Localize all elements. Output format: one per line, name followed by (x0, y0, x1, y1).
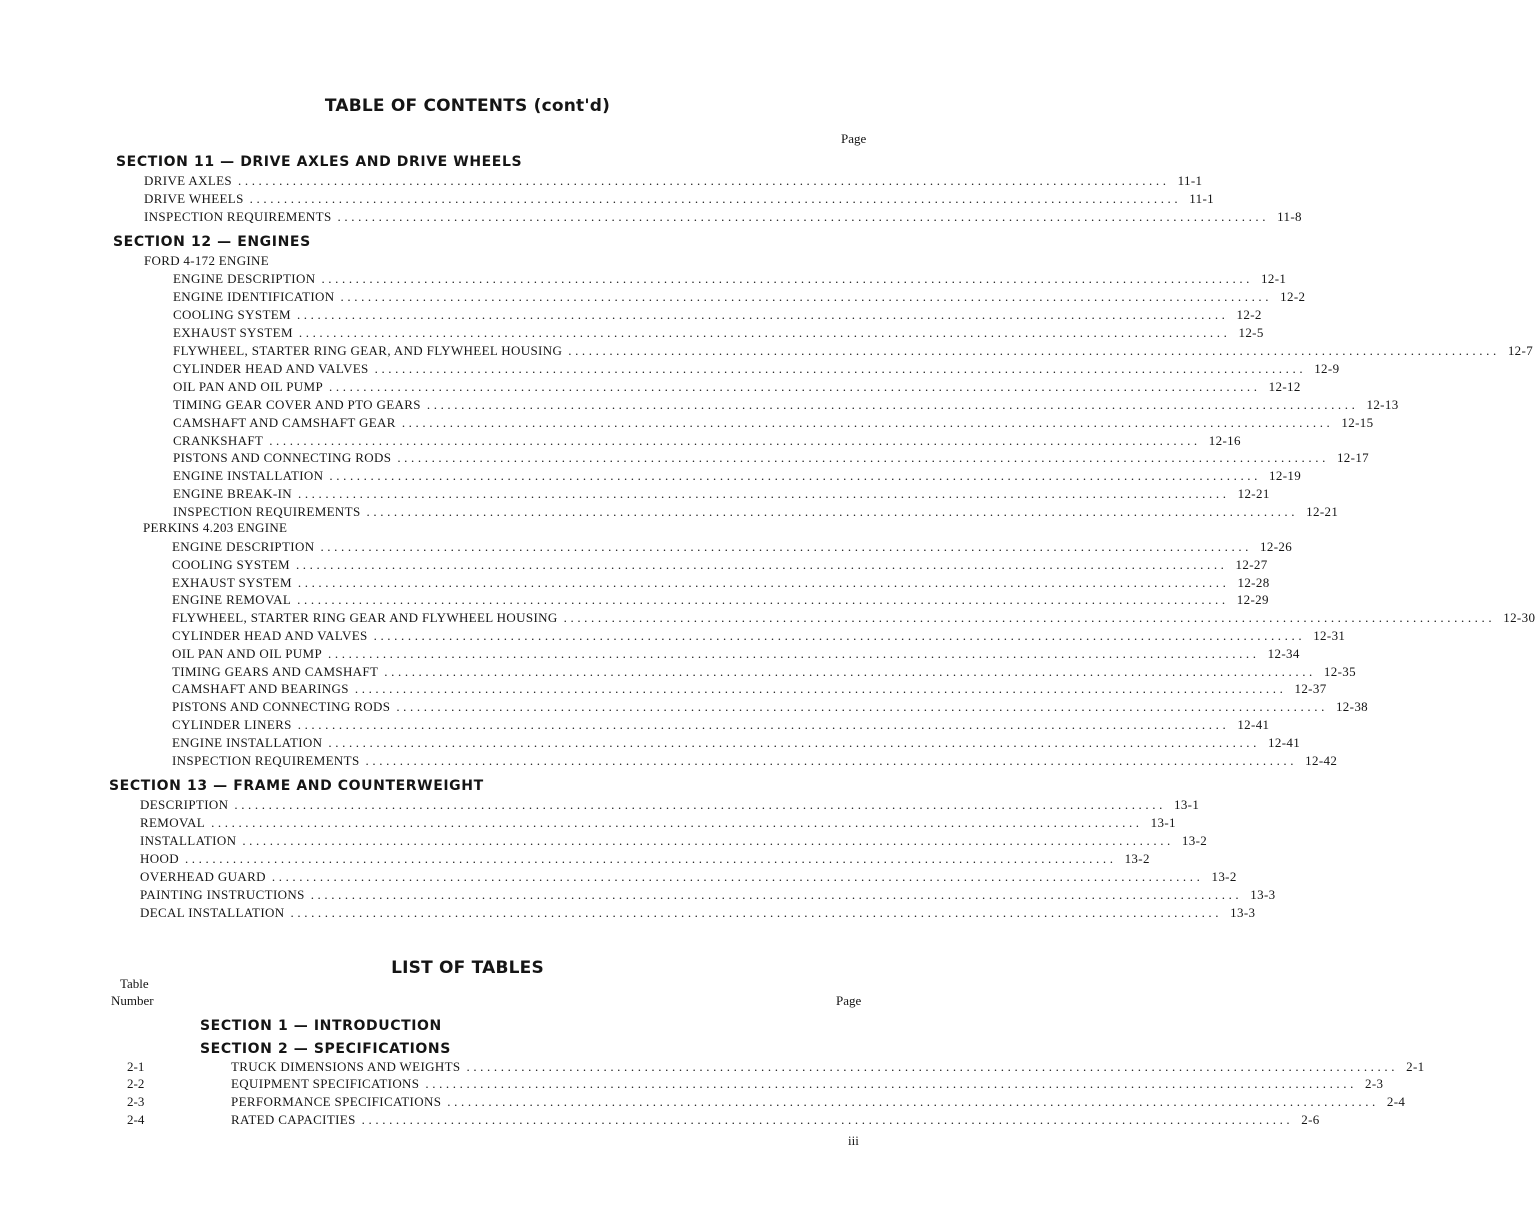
dot-leader: ........................................................................................................................................ (249, 191, 1182, 206)
entry-title: INSPECTION REQUIREMENTS (172, 753, 360, 768)
toc-entry[interactable] (140, 869, 1237, 887)
entry-title: PAINTING INSTRUCTIONS (140, 887, 305, 902)
entry-title: ENGINE REMOVAL (172, 592, 292, 607)
entry-title: ENGINE DESCRIPTION (172, 539, 315, 554)
entry-page: 2-6 (1301, 1112, 1320, 1127)
dot-leader: ........................................................................................................................................ (354, 681, 1287, 696)
dot-leader: ........................................................................................................................................ (297, 717, 1230, 732)
dot-leader: ........................................................................................................................................ (297, 575, 1230, 590)
entry-title: ENGINE BREAK-IN (173, 486, 292, 501)
entry-page: 13-1 (1150, 815, 1176, 830)
tables-section-1-heading: SECTION 1 — INTRODUCTION (200, 1018, 442, 1034)
dot-leader: ........................................................................................................................................ (401, 415, 1334, 430)
dot-leader: ........................................................................................................................................ (310, 887, 1243, 902)
entry-page: 13-2 (1124, 851, 1150, 866)
dot-leader: ........................................................................................................................................ (211, 815, 1143, 830)
table-number: 2-3 (127, 1094, 145, 1109)
entry-title: CRANKSHAFT (173, 433, 264, 448)
dot-leader: ........................................................................................................................................ (396, 699, 1328, 714)
dot-leader: ........................................................................................................................................ (365, 753, 1298, 768)
toc-entry[interactable] (173, 433, 1241, 451)
toc-entry[interactable] (173, 307, 1262, 325)
entry-title: RATED CAPACITIES (231, 1112, 356, 1127)
table-number: 2-2 (127, 1076, 145, 1091)
section-11-heading: SECTION 11 — DRIVE AXLES AND DRIVE WHEELS (116, 154, 523, 170)
dot-leader: ........................................................................................................................................ (320, 539, 1253, 554)
table-entry[interactable] (231, 1094, 1406, 1112)
table-number-label-line1: Table (120, 976, 149, 991)
section-13-heading: SECTION 13 — FRAME AND COUNTERWEIGHT (109, 778, 484, 794)
entry-page: 13-2 (1211, 869, 1237, 884)
dot-leader: ........................................................................................................................................ (242, 833, 1174, 848)
dot-leader: ........................................................................................................................................ (269, 433, 1201, 448)
entry-page: 11-8 (1277, 209, 1302, 224)
entry-page: 12-21 (1237, 486, 1270, 501)
table-number-label-line2: Number (111, 993, 154, 1008)
table-entry[interactable] (231, 1059, 1425, 1077)
dot-leader: ........................................................................................................................................ (328, 735, 1260, 750)
entry-page: 11-1 (1177, 173, 1203, 188)
toc-entry[interactable] (173, 289, 1306, 307)
entry-page: 12-27 (1235, 557, 1268, 572)
entry-title: TIMING GEAR COVER AND PTO GEARS (173, 397, 421, 412)
toc-entry[interactable] (140, 851, 1150, 869)
entry-page: 12-7 (1507, 343, 1534, 358)
dot-leader: ........................................................................................................................................ (234, 797, 1166, 812)
dot-leader: ........................................................................................................................................ (297, 486, 1230, 501)
section-12-heading: SECTION 12 — ENGINES (113, 234, 311, 250)
dot-leader: ........................................................................................................................................ (397, 450, 1329, 465)
toc-entry[interactable] (173, 397, 1399, 415)
dot-leader: ........................................................................................................................................ (373, 628, 1306, 643)
toc-entry[interactable] (172, 735, 1301, 753)
dot-leader: ........................................................................................................................................ (290, 905, 1223, 920)
dot-leader: ........................................................................................................................................ (298, 325, 1231, 340)
dot-leader: ........................................................................................................................................ (321, 271, 1254, 286)
toc-entry[interactable] (172, 592, 1269, 610)
entry-page: 12-28 (1237, 575, 1270, 590)
entry-title: OVERHEAD GUARD (140, 869, 266, 884)
entry-title: TIMING GEARS AND CAMSHAFT (172, 664, 379, 679)
entry-page: 11-1 (1189, 191, 1215, 206)
entry-page: 12-2 (1236, 307, 1262, 322)
entry-title: PISTONS AND CONNECTING RODS (173, 450, 392, 465)
entry-page: 2-1 (1406, 1059, 1425, 1074)
entry-title: CYLINDER HEAD AND VALVES (172, 628, 368, 643)
toc-entry[interactable] (144, 191, 1215, 209)
entry-title: EQUIPMENT SPECIFICATIONS (231, 1076, 420, 1091)
toc-entry[interactable] (144, 209, 1302, 227)
entry-page: 13-3 (1230, 905, 1256, 920)
dot-leader: ........................................................................................................................................ (337, 209, 1270, 224)
table-number: 2-4 (127, 1112, 145, 1127)
table-entry[interactable] (231, 1076, 1384, 1094)
toc-entry[interactable] (140, 887, 1276, 905)
dot-leader: ........................................................................................................................................ (271, 869, 1204, 884)
toc-entry[interactable] (172, 753, 1338, 771)
toc-title: TABLE OF CONTENTS (cont'd) (324, 96, 611, 116)
list-of-tables-title: LIST OF TABLES (391, 958, 544, 978)
entry-title: OIL PAN AND OIL PUMP (173, 379, 324, 394)
entry-title: ENGINE INSTALLATION (172, 735, 323, 750)
entry-page: 2-4 (1386, 1094, 1406, 1109)
entry-title: COOLING SYSTEM (172, 557, 290, 572)
dot-leader: ........................................................................................................................................ (329, 379, 1261, 394)
entry-title: INSPECTION REQUIREMENTS (173, 504, 361, 519)
entry-page: 12-2 (1280, 289, 1306, 304)
entry-page: 12-26 (1260, 539, 1293, 554)
entry-title: ENGINE IDENTIFICATION (173, 289, 335, 304)
entry-title: DESCRIPTION (140, 797, 229, 812)
entry-title: ENGINE DESCRIPTION (173, 271, 316, 286)
toc-entry[interactable] (172, 717, 1270, 735)
entry-title: CAMSHAFT AND CAMSHAFT GEAR (173, 415, 396, 430)
entry-title: REMOVAL (140, 815, 206, 830)
dot-leader: ........................................................................................................................................ (563, 610, 1496, 625)
page-folio: iii (848, 1133, 859, 1148)
dot-leader: ........................................................................................................................................ (466, 1059, 1399, 1074)
entry-title: HOOD (140, 851, 179, 866)
entry-title: FLYWHEEL, STARTER RING GEAR, AND FLYWHEEL HOUSING (173, 343, 563, 358)
toc-page-column-label: Page (841, 131, 867, 146)
dot-leader: ........................................................................................................................................ (297, 592, 1229, 607)
entry-page: 12-41 (1237, 717, 1270, 732)
entry-page: 12-17 (1336, 450, 1370, 465)
entry-title: COOLING SYSTEM (173, 307, 291, 322)
entry-page: 12-42 (1305, 753, 1338, 768)
entry-page: 12-9 (1314, 361, 1340, 376)
entry-title: PISTONS AND CONNECTING RODS (172, 699, 391, 714)
tables-page-column-label: Page (836, 993, 862, 1008)
toc-entry[interactable] (140, 833, 1208, 851)
entry-page: 13-3 (1250, 887, 1276, 902)
entry-title: EXHAUST SYSTEM (172, 575, 292, 590)
toc-entry[interactable] (173, 325, 1264, 343)
dot-leader: ........................................................................................................................................ (374, 361, 1307, 376)
entry-title: CYLINDER LINERS (172, 717, 292, 732)
toc-entry[interactable] (173, 271, 1287, 289)
table-entry[interactable] (231, 1112, 1320, 1130)
entry-page: 12-37 (1294, 681, 1327, 696)
dot-leader: ........................................................................................................................................ (426, 397, 1359, 412)
entry-page: 12-12 (1268, 379, 1301, 394)
toc-entry[interactable] (172, 646, 1300, 664)
entry-page: 13-1 (1173, 797, 1200, 812)
toc-entry[interactable] (172, 610, 1535, 628)
entry-page: 12-13 (1366, 397, 1399, 412)
entry-title: DRIVE WHEELS (144, 191, 244, 206)
entry-page: 12-35 (1323, 664, 1356, 679)
entry-page: 12-41 (1268, 735, 1301, 750)
entry-page: 12-5 (1238, 325, 1264, 340)
toc-entry[interactable] (140, 815, 1176, 833)
toc-entry[interactable] (140, 797, 1200, 815)
table-number: 2-1 (127, 1059, 145, 1074)
entry-page: 12-31 (1313, 628, 1346, 643)
entry-page: 12-38 (1335, 699, 1369, 714)
entry-title: CAMSHAFT AND BEARINGS (172, 681, 349, 696)
dot-leader: ........................................................................................................................................ (296, 307, 1229, 322)
entry-page: 12-16 (1208, 433, 1241, 448)
entry-title: FLYWHEEL, STARTER RING GEAR AND FLYWHEEL HOUSING (172, 610, 558, 625)
entry-page: 12-30 (1503, 610, 1535, 625)
entry-page: 12-21 (1306, 504, 1339, 519)
toc-entry[interactable] (172, 681, 1327, 699)
entry-page: 13-2 (1181, 833, 1208, 848)
entry-title: DECAL INSTALLATION (140, 905, 285, 920)
dot-leader: ........................................................................................................................................ (295, 557, 1228, 572)
toc-entry[interactable] (172, 557, 1268, 575)
subsection-ford-heading: FORD 4-172 ENGINE (144, 253, 269, 268)
tables-section-2-heading: SECTION 2 — SPECIFICATIONS (200, 1041, 451, 1057)
toc-entry[interactable] (172, 539, 1293, 557)
toc-entry[interactable] (173, 379, 1301, 397)
dot-leader: ........................................................................................................................................ (447, 1094, 1379, 1109)
entry-title: EXHAUST SYSTEM (173, 325, 293, 340)
entry-page: 12-29 (1236, 592, 1269, 607)
toc-entry[interactable] (173, 415, 1374, 433)
dot-leader: ........................................................................................................................................ (568, 343, 1500, 358)
toc-entry[interactable] (172, 699, 1369, 717)
entry-title: ENGINE INSTALLATION (173, 468, 324, 483)
toc-entry[interactable] (172, 575, 1270, 593)
toc-entry[interactable] (173, 468, 1302, 486)
dot-leader: ........................................................................................................................................ (329, 468, 1261, 483)
entry-title: PERFORMANCE SPECIFICATIONS (231, 1094, 442, 1109)
dot-leader: ........................................................................................................................................ (384, 664, 1316, 679)
entry-page: 12-15 (1341, 415, 1374, 430)
dot-leader: ........................................................................................................................................ (238, 173, 1170, 188)
subsection-perkins-heading: PERKINS 4.203 ENGINE (143, 520, 288, 535)
dot-leader: ........................................................................................................................................ (184, 851, 1117, 866)
dot-leader: ........................................................................................................................................ (328, 646, 1260, 661)
dot-leader: ........................................................................................................................................ (361, 1112, 1294, 1127)
dot-leader: ........................................................................................................................................ (366, 504, 1299, 519)
entry-title: OIL PAN AND OIL PUMP (172, 646, 323, 661)
toc-entry[interactable] (144, 173, 1203, 191)
entry-page: 12-34 (1267, 646, 1300, 661)
toc-entry[interactable] (140, 905, 1256, 923)
toc-entry[interactable] (173, 361, 1340, 379)
entry-title: TRUCK DIMENSIONS AND WEIGHTS (231, 1059, 461, 1074)
entry-page: 2-3 (1364, 1076, 1384, 1091)
entry-title: CYLINDER HEAD AND VALVES (173, 361, 369, 376)
toc-entry[interactable] (173, 486, 1270, 504)
entry-page: 12-1 (1261, 271, 1287, 286)
entry-page: 12-19 (1269, 468, 1302, 483)
toc-entry[interactable] (173, 343, 1534, 361)
dot-leader: ........................................................................................................................................ (340, 289, 1273, 304)
toc-entry[interactable] (172, 664, 1356, 682)
toc-entry[interactable] (173, 450, 1370, 468)
dot-leader: ........................................................................................................................................ (425, 1076, 1357, 1091)
entry-title: DRIVE AXLES (144, 173, 232, 188)
entry-title: INSPECTION REQUIREMENTS (144, 209, 332, 224)
toc-entry[interactable] (172, 628, 1346, 646)
entry-title: INSTALLATION (140, 833, 237, 848)
